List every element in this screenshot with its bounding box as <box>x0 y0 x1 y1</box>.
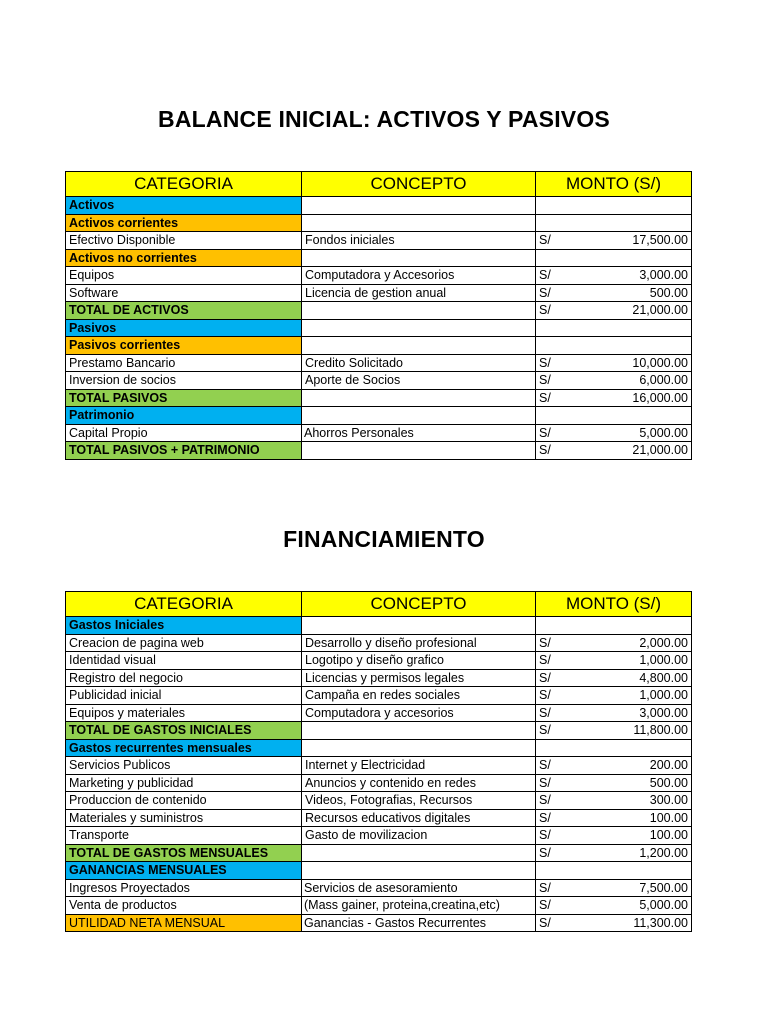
categoria-cell: Capital Propio <box>66 424 302 442</box>
monto-cell <box>536 792 692 810</box>
categoria-cell: Gastos Iniciales <box>66 617 302 635</box>
currency-label: S/ <box>539 268 551 283</box>
table-row <box>66 634 692 652</box>
amount-value: 21,000.00 <box>632 303 688 318</box>
categoria-cell: TOTAL DE GASTOS MENSUALES <box>66 844 302 862</box>
currency-label: S/ <box>539 425 551 440</box>
categoria-cell: Efectivo Disponible <box>66 232 302 250</box>
currency-label: S/ <box>539 355 551 370</box>
monto-cell <box>536 897 692 915</box>
monto-cell <box>536 372 692 390</box>
amount-value: 100.00 <box>649 810 688 825</box>
concepto-cell: Licencias y permisos legales <box>302 669 536 687</box>
categoria-cell: Patrimonio <box>66 407 302 425</box>
categoria-cell: GANANCIAS MENSUALES <box>66 862 302 880</box>
table-row <box>66 284 692 302</box>
categoria-cell: TOTAL PASIVOS <box>66 389 302 407</box>
table-row <box>66 827 692 845</box>
amount-value: 11,300.00 <box>633 915 688 930</box>
amount-value: 300.00 <box>649 793 688 808</box>
table-row <box>66 267 692 285</box>
concepto-cell: Anuncios y contenido en redes <box>302 774 536 792</box>
balance-title: BALANCE INICIAL: ACTIVOS Y PASIVOS <box>158 106 610 132</box>
amount-value: 100.00 <box>649 828 688 843</box>
categoria-cell: Activos <box>66 197 302 215</box>
categoria-cell: Venta de productos <box>66 897 302 915</box>
concepto-cell <box>302 389 536 407</box>
concepto-cell: Servicios de asesoramiento <box>302 879 536 897</box>
table-row <box>66 214 692 232</box>
table-row <box>66 739 692 757</box>
table-row <box>66 914 692 932</box>
monto-cell <box>536 739 692 757</box>
amount-value: 3,000.00 <box>639 705 688 720</box>
header-row <box>66 172 692 197</box>
header-monto: MONTO (S/) <box>536 172 692 197</box>
currency-label: S/ <box>539 443 551 458</box>
categoria-cell: Software <box>66 284 302 302</box>
concepto-cell: Computadora y accesorios <box>302 704 536 722</box>
categoria-cell: TOTAL PASIVOS + PATRIMONIO <box>66 442 302 460</box>
table-row <box>66 424 692 442</box>
amount-value: 7,500.00 <box>639 880 688 895</box>
amount-value: 3,000.00 <box>639 268 688 283</box>
concepto-cell <box>302 862 536 880</box>
table-row <box>66 617 692 635</box>
currency-label: S/ <box>539 285 551 300</box>
monto-cell <box>536 354 692 372</box>
table-row <box>66 862 692 880</box>
categoria-cell: TOTAL DE GASTOS INICIALES <box>66 722 302 740</box>
concepto-cell: Credito Solicitado <box>302 354 536 372</box>
concepto-cell: Internet y Electricidad <box>302 757 536 775</box>
table-row <box>66 232 692 250</box>
categoria-cell: Activos no corrientes <box>66 249 302 267</box>
categoria-cell: Servicios Publicos <box>66 757 302 775</box>
monto-cell <box>536 687 692 705</box>
amount-value: 1,200.00 <box>639 845 688 860</box>
monto-cell <box>536 337 692 355</box>
categoria-cell: Activos corrientes <box>66 214 302 232</box>
monto-cell <box>536 669 692 687</box>
currency-label: S/ <box>539 758 551 773</box>
categoria-cell: Identidad visual <box>66 652 302 670</box>
concepto-cell: Licencia de gestion anual <box>302 284 536 302</box>
concepto-cell <box>302 844 536 862</box>
concepto-cell: Ganancias - Gastos Recurrentes <box>302 914 536 932</box>
amount-value: 16,000.00 <box>632 390 688 405</box>
concepto-cell <box>302 407 536 425</box>
categoria-cell: Inversion de socios <box>66 372 302 390</box>
categoria-cell: TOTAL DE ACTIVOS <box>66 302 302 320</box>
categoria-cell: Equipos <box>66 267 302 285</box>
concepto-cell: Campaña en redes sociales <box>302 687 536 705</box>
currency-label: S/ <box>539 810 551 825</box>
monto-cell <box>536 197 692 215</box>
currency-label: S/ <box>539 303 551 318</box>
categoria-cell: Pasivos <box>66 319 302 337</box>
concepto-cell <box>302 302 536 320</box>
currency-label: S/ <box>539 845 551 860</box>
concepto-cell: Recursos educativos digitales <box>302 809 536 827</box>
monto-cell <box>536 389 692 407</box>
header-concepto: CONCEPTO <box>302 172 536 197</box>
categoria-cell: Equipos y materiales <box>66 704 302 722</box>
monto-cell <box>536 704 692 722</box>
categoria-cell: Creacion de pagina web <box>66 634 302 652</box>
header-concepto: CONCEPTO <box>302 592 536 617</box>
header-categoria: CATEGORIA <box>66 172 302 197</box>
concepto-cell: Aporte de Socios <box>302 372 536 390</box>
categoria-cell: Produccion de contenido <box>66 792 302 810</box>
monto-cell <box>536 442 692 460</box>
table-row <box>66 809 692 827</box>
categoria-cell: Pasivos corrientes <box>66 337 302 355</box>
monto-cell <box>536 844 692 862</box>
currency-label: S/ <box>539 670 551 685</box>
amount-value: 5,000.00 <box>639 425 688 440</box>
table-row <box>66 687 692 705</box>
categoria-cell: Marketing y publicidad <box>66 774 302 792</box>
currency-label: S/ <box>539 793 551 808</box>
table-row <box>66 757 692 775</box>
monto-cell <box>536 424 692 442</box>
categoria-cell: Registro del negocio <box>66 669 302 687</box>
monto-cell <box>536 914 692 932</box>
monto-cell <box>536 774 692 792</box>
concepto-cell <box>302 249 536 267</box>
table-row <box>66 372 692 390</box>
concepto-cell <box>302 442 536 460</box>
categoria-cell: Transporte <box>66 827 302 845</box>
monto-cell <box>536 879 692 897</box>
concepto-cell: Desarrollo y diseño profesional <box>302 634 536 652</box>
table-row <box>66 389 692 407</box>
currency-label: S/ <box>539 653 551 668</box>
monto-cell <box>536 267 692 285</box>
monto-cell <box>536 757 692 775</box>
monto-cell <box>536 284 692 302</box>
currency-label: S/ <box>539 635 551 650</box>
amount-value: 21,000.00 <box>632 443 688 458</box>
amount-value: 1,000.00 <box>639 653 688 668</box>
table-row <box>66 442 692 460</box>
currency-label: S/ <box>539 688 551 703</box>
header-row <box>66 592 692 617</box>
table-row <box>66 652 692 670</box>
concepto-cell: Videos, Fotografias, Recursos <box>302 792 536 810</box>
table-row <box>66 302 692 320</box>
monto-cell <box>536 652 692 670</box>
categoria-cell: Materiales y suministros <box>66 809 302 827</box>
monto-cell <box>536 722 692 740</box>
currency-label: S/ <box>539 828 551 843</box>
categoria-cell: Ingresos Proyectados <box>66 879 302 897</box>
monto-cell <box>536 634 692 652</box>
table-row <box>66 197 692 215</box>
table-row <box>66 407 692 425</box>
table-row <box>66 722 692 740</box>
amount-value: 500.00 <box>649 775 688 790</box>
currency-label: S/ <box>539 915 551 930</box>
categoria-cell: Prestamo Bancario <box>66 354 302 372</box>
table-row <box>66 669 692 687</box>
concepto-cell: Ahorros Personales <box>302 424 536 442</box>
monto-cell <box>536 862 692 880</box>
currency-label: S/ <box>539 775 551 790</box>
concepto-cell <box>302 214 536 232</box>
amount-value: 4,800.00 <box>639 670 688 685</box>
currency-label: S/ <box>539 705 551 720</box>
currency-label: S/ <box>539 898 551 913</box>
concepto-cell <box>302 617 536 635</box>
currency-label: S/ <box>539 233 551 248</box>
table-row <box>66 319 692 337</box>
monto-cell <box>536 407 692 425</box>
concepto-cell <box>302 197 536 215</box>
table-row <box>66 249 692 267</box>
concepto-cell: Fondos iniciales <box>302 232 536 250</box>
monto-cell <box>536 827 692 845</box>
monto-cell <box>536 302 692 320</box>
concepto-cell <box>302 722 536 740</box>
financiamiento-title: FINANCIAMIENTO <box>283 526 485 552</box>
monto-cell <box>536 319 692 337</box>
concepto-cell <box>302 739 536 757</box>
concepto-cell: Gasto de movilizacion <box>302 827 536 845</box>
table-row <box>66 774 692 792</box>
concepto-cell <box>302 337 536 355</box>
financiamiento-table <box>65 591 692 932</box>
currency-label: S/ <box>539 880 551 895</box>
monto-cell <box>536 809 692 827</box>
currency-label: S/ <box>539 373 551 388</box>
concepto-cell: (Mass gainer, proteina,creatina,etc) <box>302 897 536 915</box>
balance-table <box>65 171 692 460</box>
currency-label: S/ <box>539 390 551 405</box>
amount-value: 5,000.00 <box>639 898 688 913</box>
categoria-cell: Gastos recurrentes mensuales <box>66 739 302 757</box>
amount-value: 10,000.00 <box>632 355 688 370</box>
table-row <box>66 792 692 810</box>
currency-label: S/ <box>539 723 551 738</box>
table-row <box>66 879 692 897</box>
amount-value: 17,500.00 <box>632 233 688 248</box>
table-row <box>66 897 692 915</box>
categoria-cell: Publicidad inicial <box>66 687 302 705</box>
amount-value: 1,000.00 <box>639 688 688 703</box>
table-row <box>66 337 692 355</box>
monto-cell <box>536 249 692 267</box>
amount-value: 500.00 <box>649 285 688 300</box>
monto-cell <box>536 214 692 232</box>
table-row <box>66 844 692 862</box>
concepto-cell: Logotipo y diseño grafico <box>302 652 536 670</box>
amount-value: 6,000.00 <box>639 373 688 388</box>
amount-value: 200.00 <box>649 758 688 773</box>
amount-value: 11,800.00 <box>633 723 688 738</box>
table-row <box>66 704 692 722</box>
monto-cell <box>536 617 692 635</box>
monto-cell <box>536 232 692 250</box>
concepto-cell <box>302 319 536 337</box>
concepto-cell: Computadora y Accesorios <box>302 267 536 285</box>
categoria-cell: UTILIDAD NETA MENSUAL <box>66 914 302 932</box>
header-monto: MONTO (S/) <box>536 592 692 617</box>
header-categoria: CATEGORIA <box>66 592 302 617</box>
table-row <box>66 354 692 372</box>
amount-value: 2,000.00 <box>639 635 688 650</box>
